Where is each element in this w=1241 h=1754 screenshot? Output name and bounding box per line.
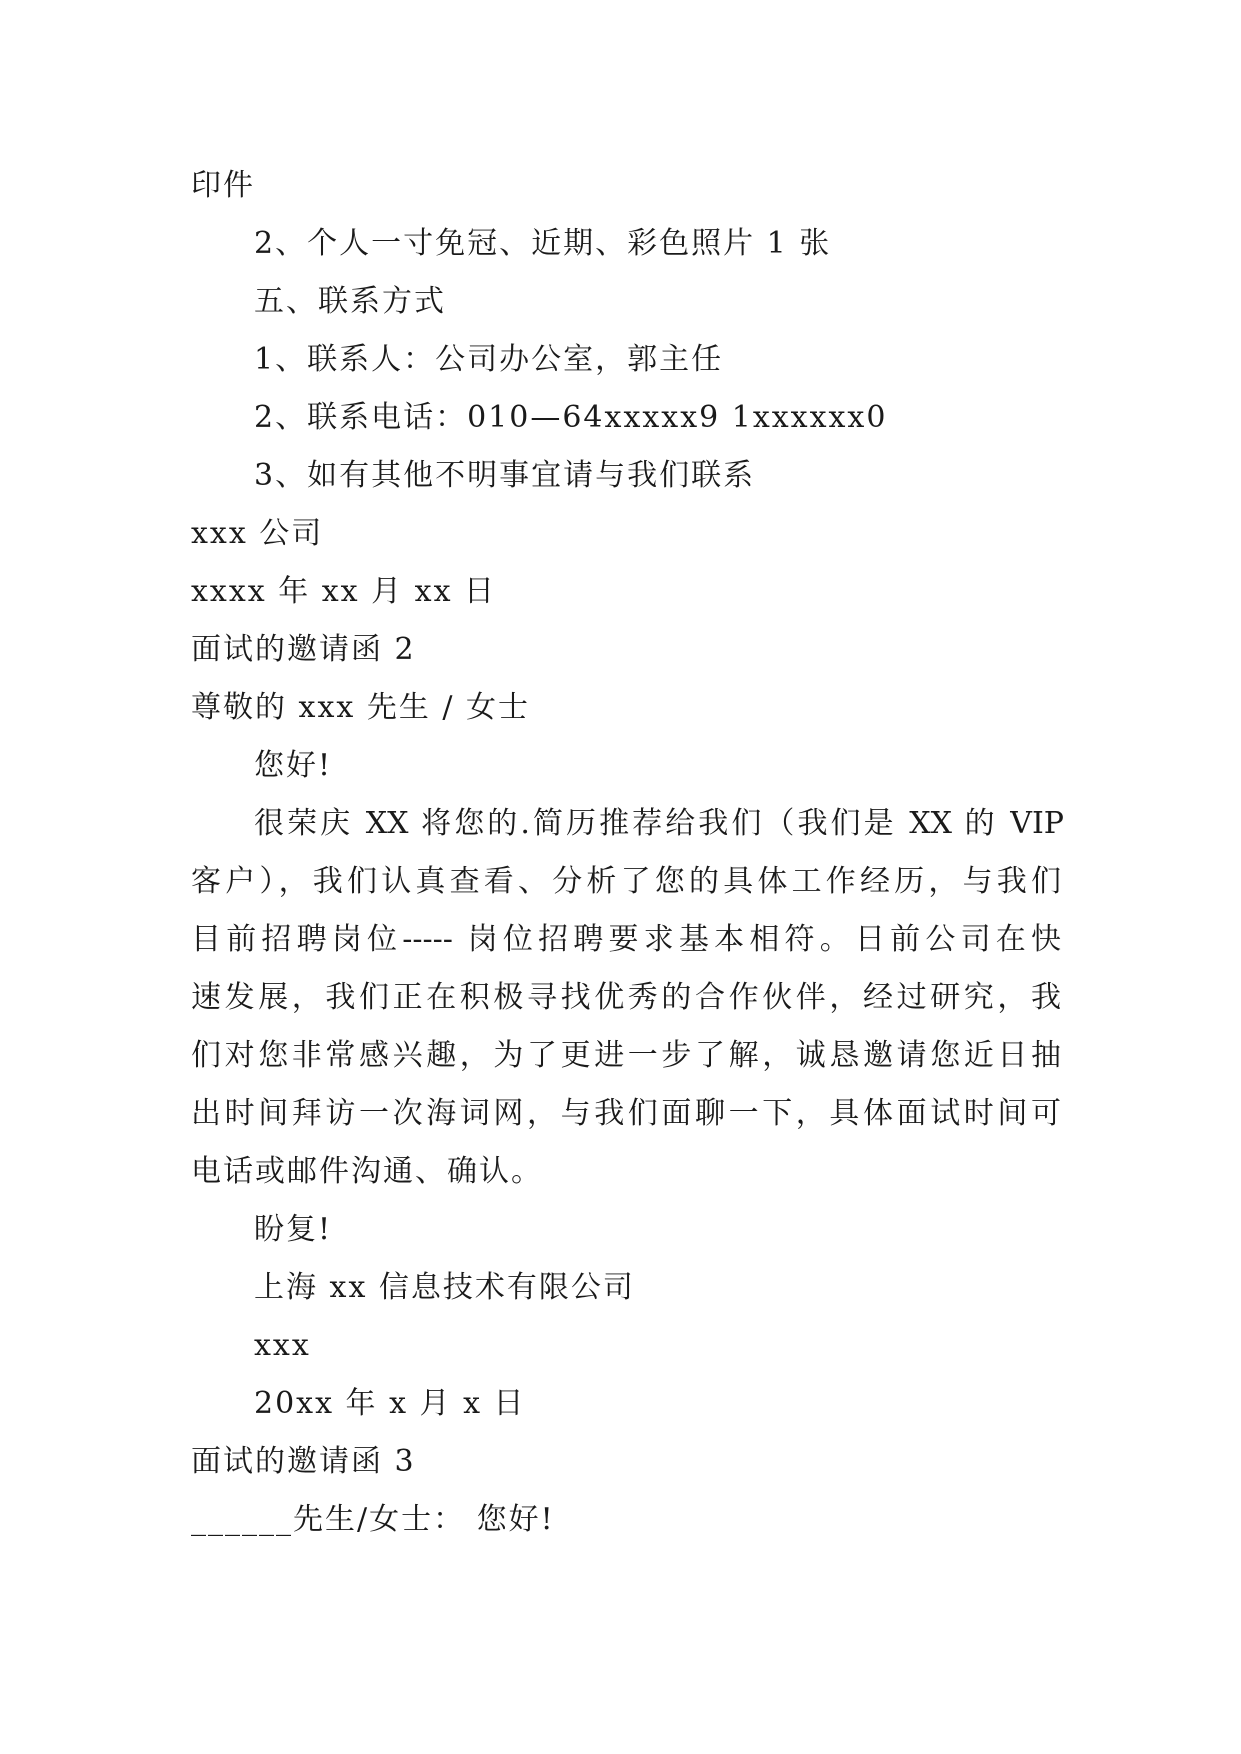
- sender-name: xxx: [254, 1328, 311, 1363]
- text-line-contact-phone: 2、联系电话：010—64xxxxx9 1xxxxxx0: [254, 400, 888, 435]
- body-line-5: 们对您非常感兴趣，为了更进一步了解，诚恳邀请您近日抽: [191, 1038, 1061, 1073]
- text-line-attachment-continued: 印件: [191, 168, 255, 203]
- salutation-3: ______先生/女士： 您好!: [191, 1502, 555, 1537]
- body-line-4: 速发展，我们正在积极寻找优秀的合作伙伴，经过研究，我: [191, 980, 1061, 1015]
- text-line-other-questions: 3、如有其他不明事宜请与我们联系: [254, 458, 756, 493]
- body-line-6: 出时间拜访一次海词网，与我们面聊一下，具体面试时间可: [191, 1096, 1061, 1131]
- letter-title-3: 面试的邀请函 3: [191, 1444, 416, 1479]
- salutation: 尊敬的 xxx 先生 / 女士: [191, 690, 531, 725]
- sender-company: 上海 xx 信息技术有限公司: [254, 1270, 635, 1305]
- body-line-1: 很荣庆 XX 将您的.简历推荐给我们（我们是 XX 的 VIP: [254, 806, 1064, 841]
- sender-date: 20xx 年 x 月 x 日: [254, 1386, 526, 1421]
- signature-company: xxx 公司: [191, 516, 324, 551]
- body-line-2: 客户），我们认真查看、分析了您的具体工作经历，与我们: [191, 864, 1061, 899]
- body-line-7: 电话或邮件沟通、确认。: [191, 1154, 543, 1189]
- body-line-3: 目前招聘岗位----- 岗位招聘要求基本相符。日前公司在快: [191, 922, 1061, 957]
- section-heading-contact: 五、联系方式: [254, 284, 446, 319]
- text-line-photo-requirement: 2、个人一寸免冠、近期、彩色照片 1 张: [254, 226, 832, 261]
- greeting: 您好!: [254, 748, 333, 783]
- text-line-contact-person: 1、联系人：公司办公室，郭主任: [254, 342, 724, 377]
- signature-date: xxxx 年 xx 月 xx 日: [191, 574, 497, 609]
- closing-awaiting-reply: 盼复!: [254, 1212, 333, 1247]
- letter-title-2: 面试的邀请函 2: [191, 632, 416, 667]
